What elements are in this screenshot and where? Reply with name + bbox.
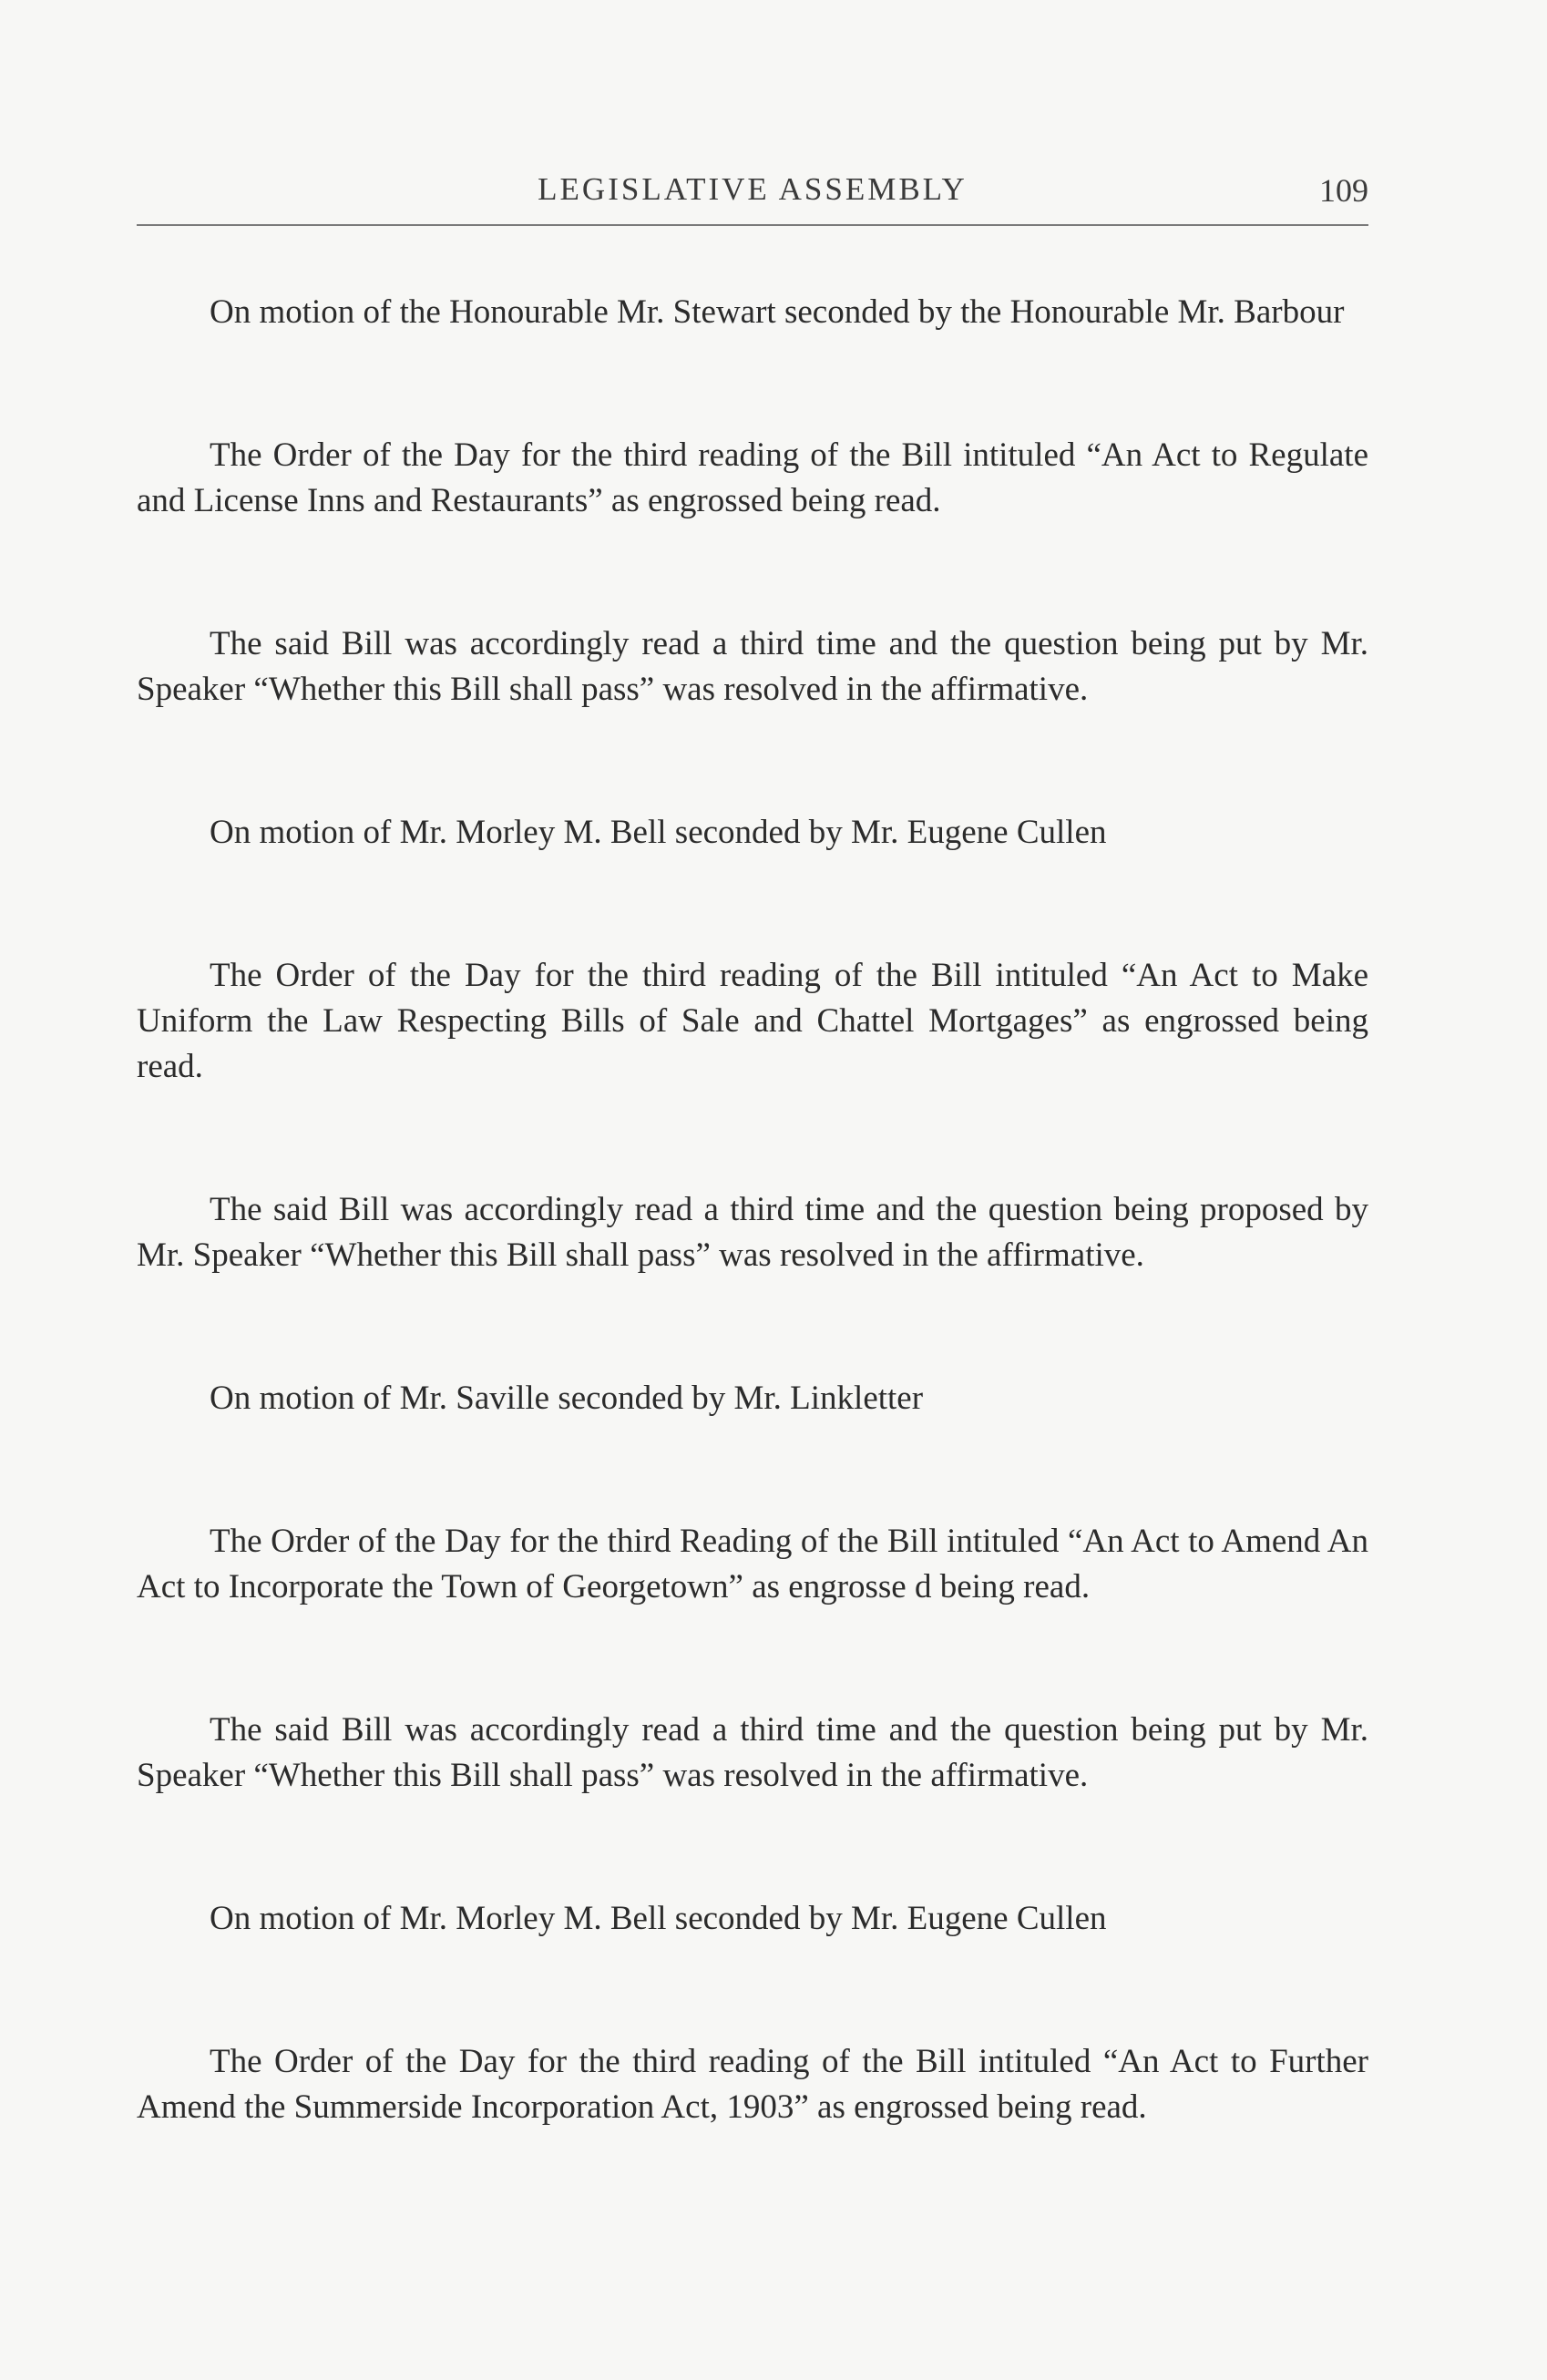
running-title: LEGISLATIVE ASSEMBLY (538, 171, 968, 207)
result-paragraph: The said Bill was accordingly read a third time and the question being put by Mr. Speaker “Whether this Bill shall pass” was resolved in the affirmative. (137, 1711, 1368, 1794)
order-paragraph: The Order of the Day for the third reading of the Bill intituled “An Act to Regulate and License Inns and Restaurants” as engrossed being read. (137, 436, 1368, 519)
motion-paragraph: On motion of Mr. Saville seconded by Mr. Linkletter (210, 1380, 924, 1417)
result-paragraph: The said Bill was accordingly read a third time and the question being proposed by Mr. Speaker “Whether this Bill shall pass” was resolved in the affirmative. (137, 1191, 1368, 1274)
motion-paragraph: On motion of Mr. Morley M. Bell seconded by Mr. Eugene Cullen (210, 1900, 1107, 1937)
page-number: 109 (1319, 172, 1368, 209)
body-text (137, 290, 1368, 2228)
order-paragraph: The Order of the Day for the third Reading of the Bill intituled “An Act to Amend An Act to Incorporate the Town of Georgetown” as engrosse d being read. (137, 1523, 1368, 1605)
document-page (137, 0, 1368, 2380)
result-paragraph: The said Bill was accordingly read a third time and the question being put by Mr. Speaker “Whether this Bill shall pass” was resolved in the affirmative. (137, 625, 1368, 708)
page-header (137, 171, 1368, 215)
motion-paragraph: On motion of Mr. Morley M. Bell seconded by Mr. Eugene Cullen (210, 814, 1107, 851)
motion-paragraph: On motion of the Honourable Mr. Stewart seconded by the Honourable Mr. Barbour (210, 293, 1345, 331)
order-paragraph: The Order of the Day for the third reading of the Bill intituled “An Act to Further Amend the Summerside Incorporation Act, 1903” as engrossed being read. (137, 2043, 1368, 2126)
header-rule (137, 224, 1368, 226)
order-paragraph: The Order of the Day for the third reading of the Bill intituled “An Act to Make Uniform the Law Respecting Bills of Sale and Chattel Mortgages” as engrossed being read. (137, 957, 1368, 1085)
